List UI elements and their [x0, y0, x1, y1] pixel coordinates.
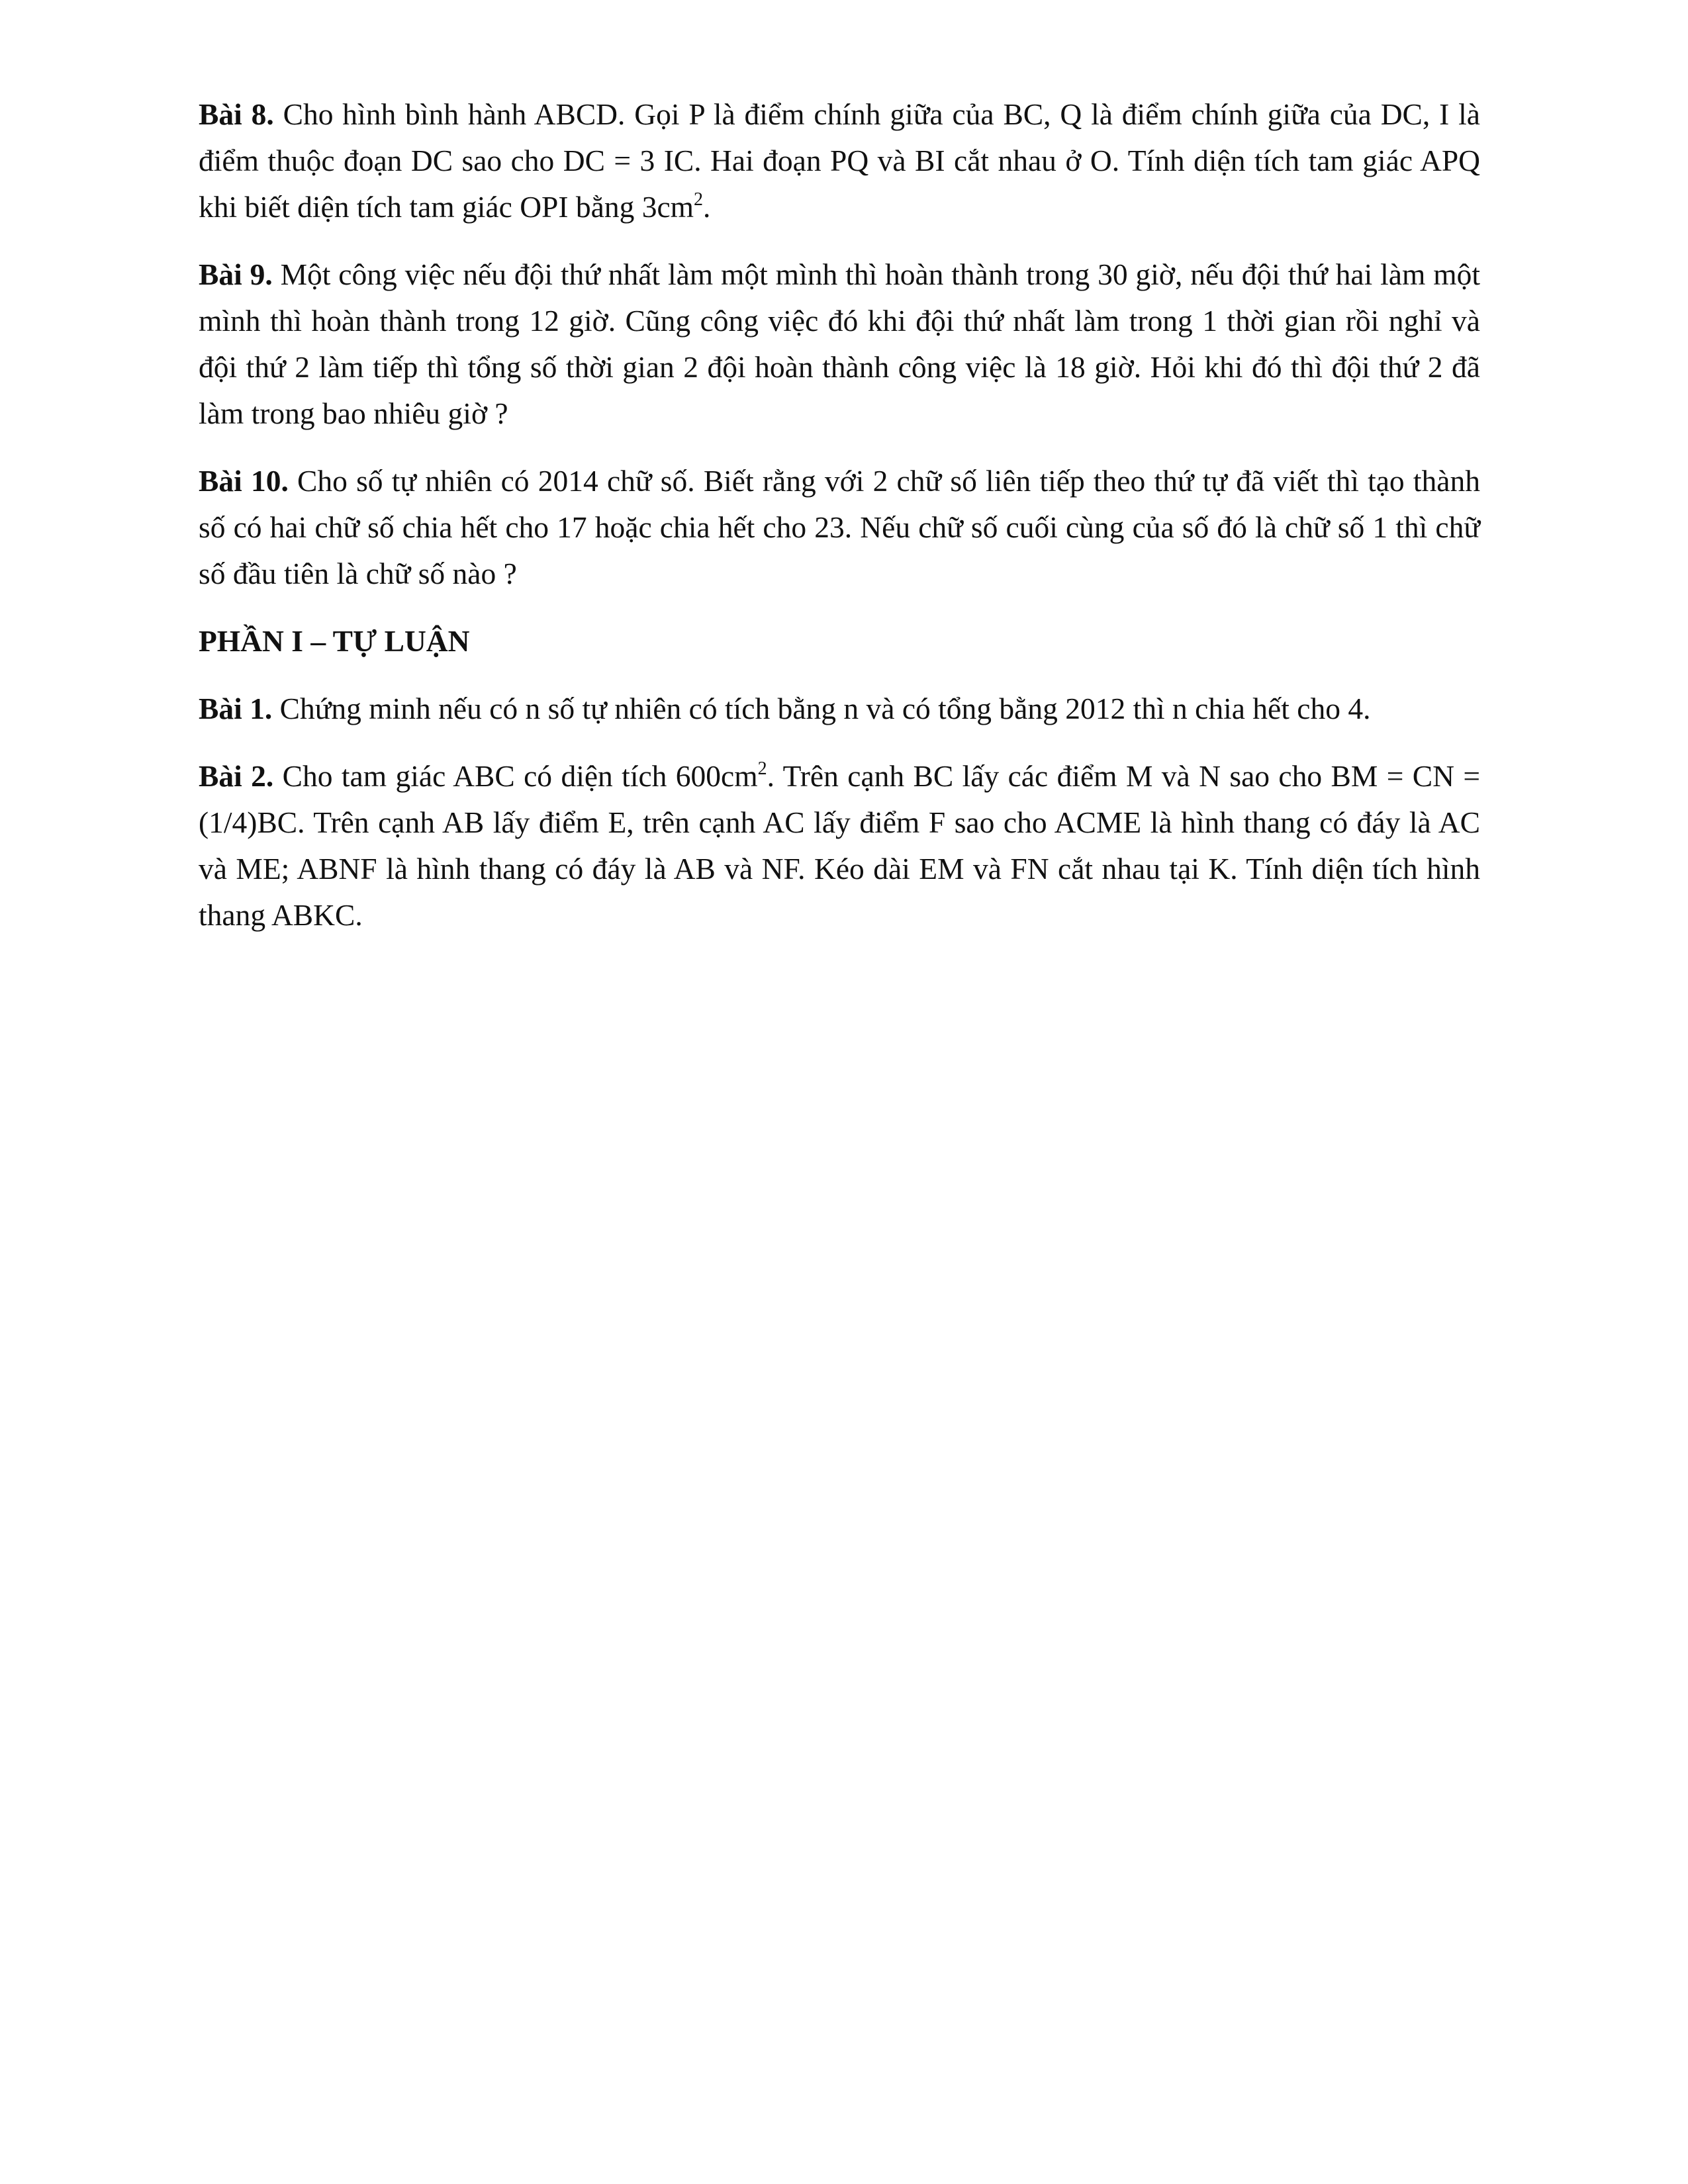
- problem-label: Bài 10.: [199, 464, 289, 498]
- problem-text-tail: . Trên cạnh BC lấy các điểm M và N sao cho BM = CN = (1/4)BC. Trên cạnh AB lấy điểm E, trên cạnh AC lấy điểm F sao cho ACME là hình thang có đáy là AC và ME; ABNF là hình thang có đáy là AB và NF. Kéo dài EM và FN cắt nhau tại K. Tính diện tích hình thang ABKC.: [199, 759, 1480, 932]
- problem-10: [199, 458, 1480, 597]
- problem-text: Cho hình bình hành ABCD. Gọi P là điểm chính giữa của BC, Q là điểm chính giữa của DC, I là điểm thuộc đoạn DC sao cho DC = 3 IC. Hai đoạn PQ và BI cắt nhau ở O. Tính diện tích tam giác APQ khi biết diện tích tam giác OPI bằng 3cm: [199, 97, 1480, 224]
- document-page: [199, 91, 1480, 960]
- problem-9: [199, 251, 1480, 437]
- problem-text: Cho tam giác ABC có diện tích 600cm: [273, 759, 758, 793]
- problem-8: [199, 91, 1480, 230]
- problem-text: Một công việc nếu đội thứ nhất làm một mình thì hoàn thành trong 30 giờ, nếu đội thứ hai làm một mình thì hoàn thành trong 12 giờ. Cũng công việc đó khi đội thứ nhất làm trong 1 thời gian rồi nghỉ và đội thứ 2 làm tiếp thì tổng số thời gian 2 đội hoàn thành công việc là 18 giờ. Hỏi khi đó thì đội thứ 2 đã làm trong bao nhiêu giờ ?: [199, 257, 1480, 430]
- problem-text: Chứng minh nếu có n số tự nhiên có tích bằng n và có tổng bằng 2012 thì n chia hết cho 4.: [272, 692, 1371, 725]
- superscript: 2: [757, 758, 767, 779]
- section-heading: PHẦN I – TỰ LUẬN: [199, 624, 470, 658]
- problem-text-tail: .: [703, 190, 711, 224]
- problem-label: Bài 2.: [199, 759, 274, 793]
- problem-label: Bài 8.: [199, 97, 274, 131]
- superscript: 2: [694, 189, 704, 210]
- problem-label: Bài 1.: [199, 692, 273, 725]
- problem-2: [199, 753, 1480, 938]
- problem-1: [199, 686, 1480, 732]
- problem-label: Bài 9.: [199, 257, 273, 291]
- problem-text: Cho số tự nhiên có 2014 chữ số. Biết rằng với 2 chữ số liên tiếp theo thứ tự đã viết thì tạo thành số có hai chữ số chia hết cho 17 hoặc chia hết cho 23. Nếu chữ số cuối cùng của số đó là chữ số 1 thì chữ số đầu tiên là chữ số nào ?: [199, 464, 1480, 590]
